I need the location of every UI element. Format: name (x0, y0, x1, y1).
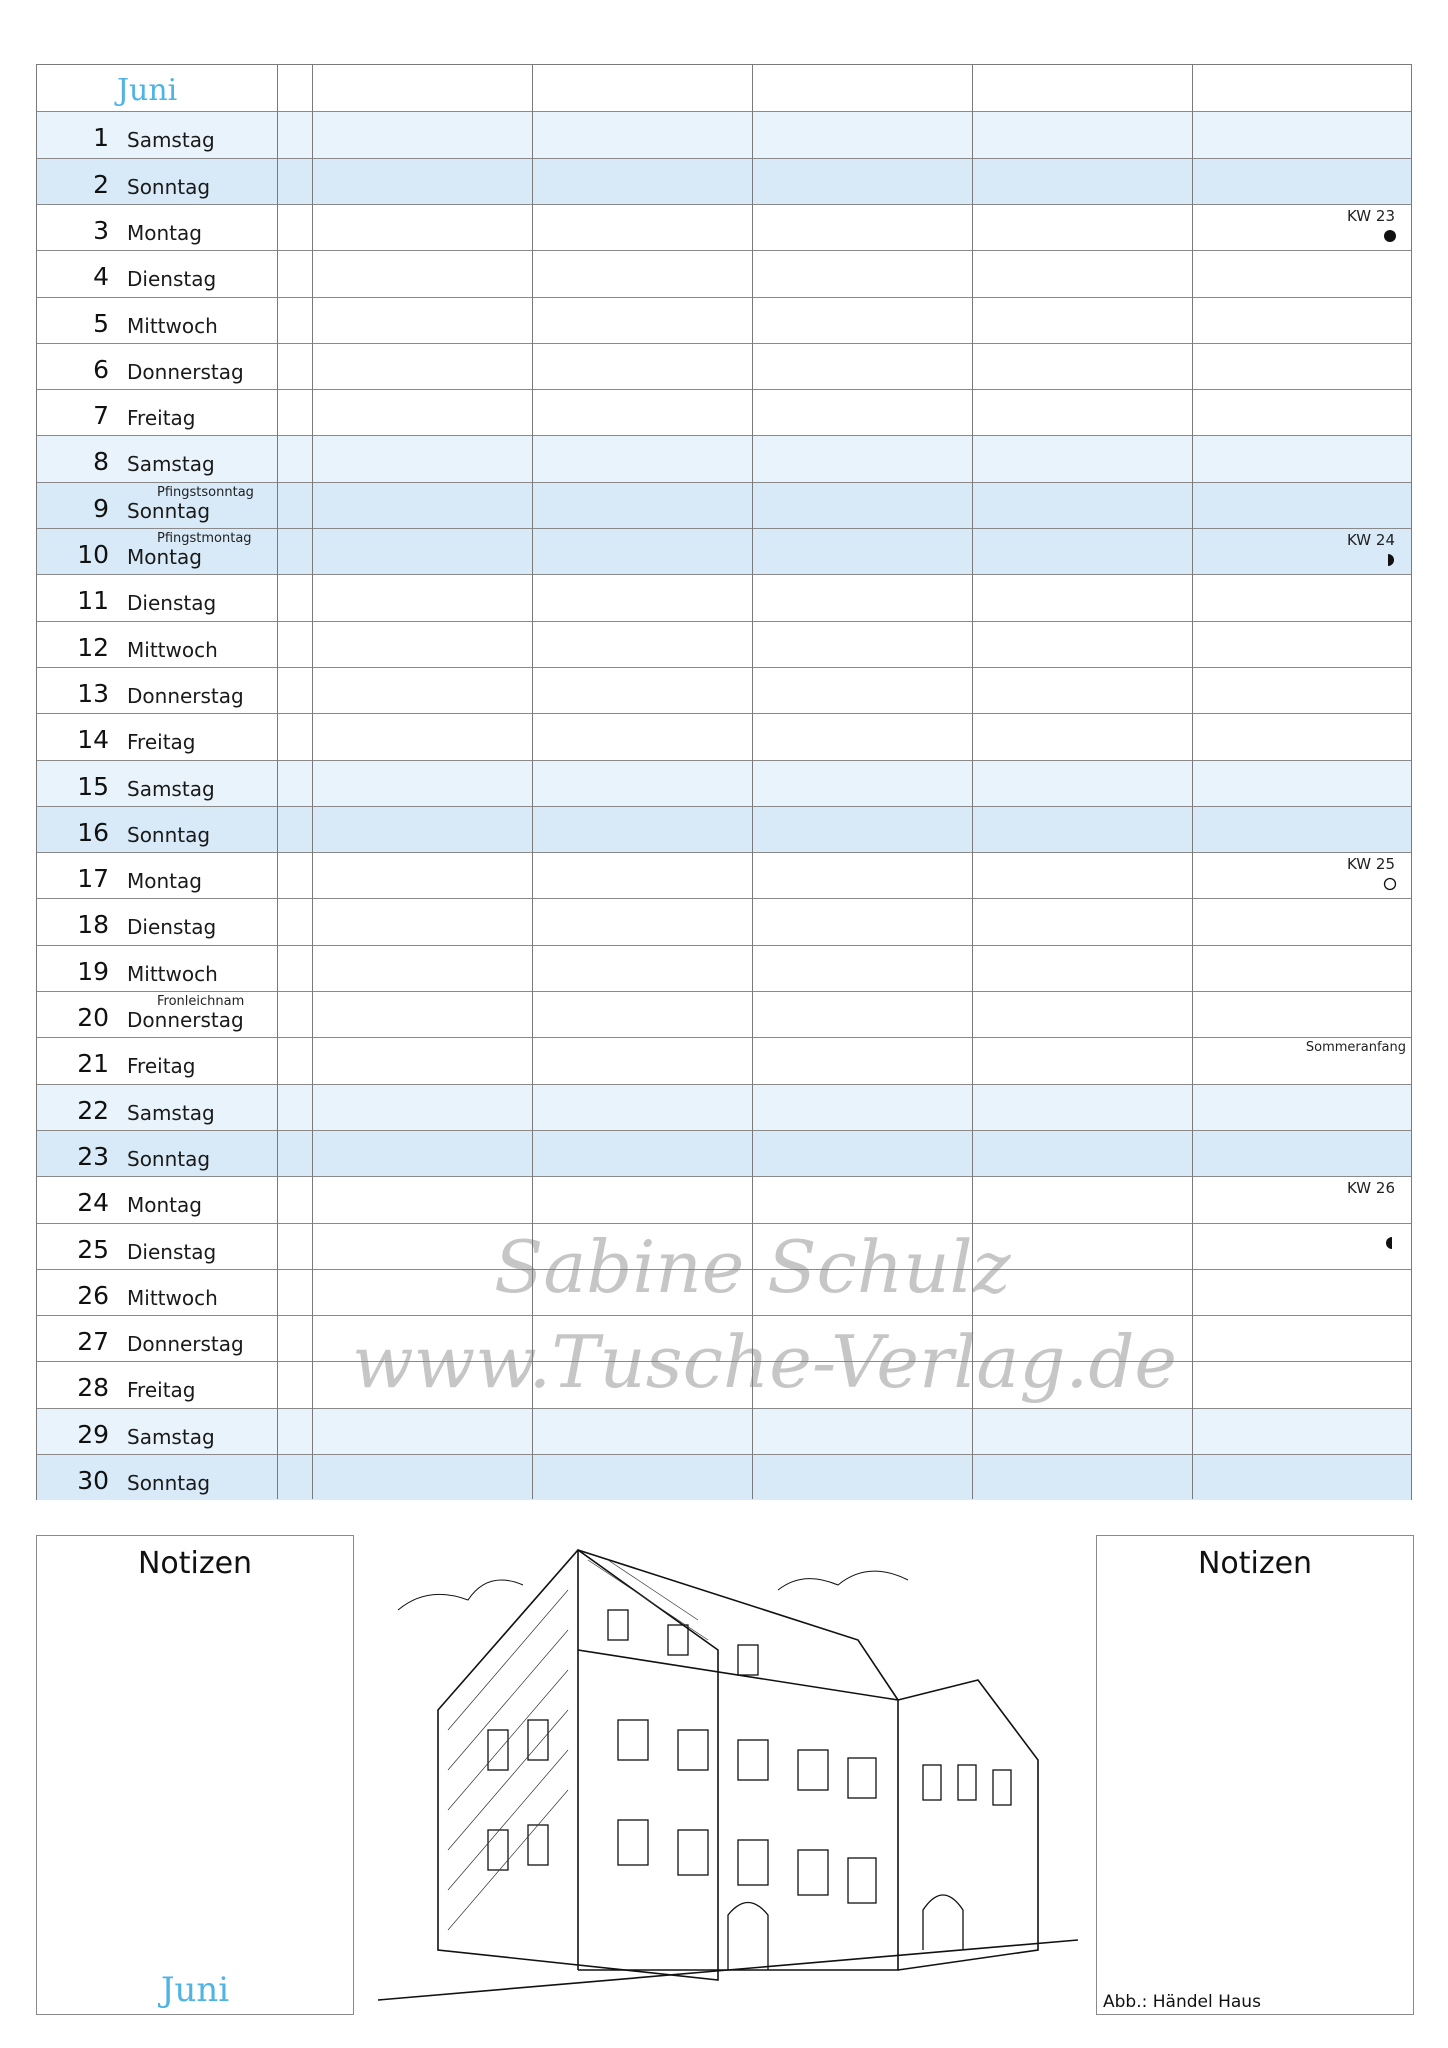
day-name: Dienstag (127, 1239, 217, 1264)
day-number: 4 (93, 262, 109, 292)
day-name: Freitag (127, 1378, 196, 1403)
day-name: Montag (127, 869, 202, 894)
day-number: 19 (77, 956, 109, 986)
day-number: 26 (77, 1280, 109, 1310)
watermark-url: www.Tusche-Verlag.de (352, 1320, 1178, 1404)
day-name: Samstag (127, 1424, 215, 1449)
day-name: Sonntag (127, 1146, 211, 1171)
header-row (37, 65, 1411, 111)
day-row[interactable] (37, 435, 1411, 481)
moon-phase-last-icon (1383, 1236, 1397, 1250)
day-number: 21 (77, 1049, 109, 1079)
day-row[interactable] (37, 482, 1411, 528)
day-name: Mittwoch (127, 961, 218, 986)
day-row[interactable] (37, 806, 1411, 852)
day-name: Donnerstag (127, 359, 244, 384)
illustration-caption: Abb.: Händel Haus (1103, 1992, 1261, 2012)
day-number: 25 (77, 1234, 109, 1264)
day-name: Montag (127, 220, 202, 245)
notes-title-left: Notizen (137, 1546, 253, 1581)
day-row[interactable] (37, 1084, 1411, 1130)
day-row[interactable] (37, 528, 1411, 574)
day-name: Mittwoch (127, 1285, 218, 1310)
week-number: KW 24 (1347, 531, 1395, 549)
day-row[interactable] (37, 204, 1411, 250)
day-name: Montag (127, 1193, 202, 1218)
day-row[interactable] (37, 852, 1411, 898)
week-number: KW 23 (1347, 206, 1395, 225)
day-row[interactable] (37, 1037, 1411, 1083)
column-divider (1192, 65, 1193, 1499)
day-name: Freitag (127, 406, 196, 431)
day-name: Sonntag (127, 822, 211, 847)
day-number: 30 (77, 1466, 109, 1495)
day-number: 28 (77, 1373, 109, 1403)
day-number: 10 (77, 540, 109, 569)
season-note: Sommeranfang (1305, 1040, 1406, 1056)
moon-phase-first-icon (1383, 553, 1397, 567)
day-name: Montag (127, 545, 202, 569)
day-number: 27 (77, 1327, 109, 1357)
day-row[interactable] (37, 898, 1411, 944)
day-row[interactable] (37, 158, 1411, 204)
holiday-label: Pfingstmontag (157, 531, 252, 546)
day-number: 2 (93, 169, 109, 199)
day-number: 5 (93, 308, 109, 338)
moon-phase-full-icon (1383, 877, 1397, 891)
day-number: 18 (77, 910, 109, 940)
day-name: Donnerstag (127, 683, 244, 708)
day-row[interactable] (37, 389, 1411, 435)
day-name: Donnerstag (127, 1332, 244, 1357)
notes-month-label: Juni (160, 1970, 230, 2010)
notes-box-left[interactable] (36, 1535, 354, 2015)
day-row[interactable] (37, 297, 1411, 343)
day-row[interactable] (37, 945, 1411, 991)
day-name: Mittwoch (127, 637, 218, 662)
day-number: 9 (93, 493, 109, 523)
day-number: 8 (93, 447, 109, 477)
day-number: 16 (77, 817, 109, 847)
day-number: 7 (93, 401, 109, 431)
day-name: Dienstag (127, 915, 217, 940)
day-number: 20 (77, 1003, 109, 1032)
month-heading: Juni (117, 73, 178, 108)
day-name: Donnerstag (127, 1008, 244, 1032)
day-number: 22 (77, 1095, 109, 1125)
day-number: 15 (77, 771, 109, 801)
day-row[interactable] (37, 111, 1411, 157)
day-row[interactable] (37, 1408, 1411, 1454)
day-name: Freitag (127, 730, 196, 755)
day-name: Samstag (127, 128, 215, 153)
day-number: 23 (77, 1141, 109, 1171)
notes-title-right: Notizen (1197, 1546, 1313, 1581)
day-row[interactable] (37, 1454, 1411, 1500)
day-name: Mittwoch (127, 313, 218, 338)
day-name: Samstag (127, 1100, 215, 1125)
day-number: 29 (77, 1419, 109, 1449)
day-row[interactable] (37, 343, 1411, 389)
day-name: Samstag (127, 776, 215, 801)
day-name: Dienstag (127, 591, 217, 616)
day-row[interactable] (37, 1130, 1411, 1176)
day-name: Dienstag (127, 267, 217, 292)
day-number: 6 (93, 354, 109, 384)
column-divider (312, 65, 313, 1499)
day-row[interactable] (37, 250, 1411, 296)
day-row[interactable] (37, 713, 1411, 759)
week-number: KW 25 (1347, 855, 1395, 874)
holiday-label: Fronleichnam (157, 994, 245, 1009)
day-row[interactable] (37, 621, 1411, 667)
day-row[interactable] (37, 574, 1411, 620)
day-row[interactable] (37, 667, 1411, 713)
day-row[interactable] (37, 1176, 1411, 1222)
day-number: 3 (93, 215, 109, 245)
holiday-label: Pfingstsonntag (157, 484, 254, 500)
day-row[interactable] (37, 760, 1411, 806)
day-name: Freitag (127, 1054, 196, 1079)
watermark-author: Sabine Schulz (494, 1225, 1011, 1309)
day-name: Sonntag (127, 174, 211, 199)
day-number: 17 (77, 864, 109, 894)
day-number: 24 (77, 1188, 109, 1218)
day-name: Sonntag (127, 1471, 211, 1495)
day-number: 11 (77, 586, 109, 616)
day-number: 1 (93, 123, 109, 153)
day-name: Sonntag (127, 498, 211, 523)
day-number: 13 (77, 678, 109, 708)
day-row[interactable] (37, 991, 1411, 1037)
week-number: KW 26 (1347, 1179, 1395, 1198)
day-number: 12 (77, 632, 109, 662)
moon-phase-new-icon (1383, 229, 1397, 243)
day-name: Samstag (127, 452, 215, 477)
notes-box-right[interactable] (1096, 1535, 1414, 2015)
column-divider (277, 65, 278, 1499)
haendel-haus-illustration (378, 1530, 1078, 2020)
day-number: 14 (77, 725, 109, 755)
